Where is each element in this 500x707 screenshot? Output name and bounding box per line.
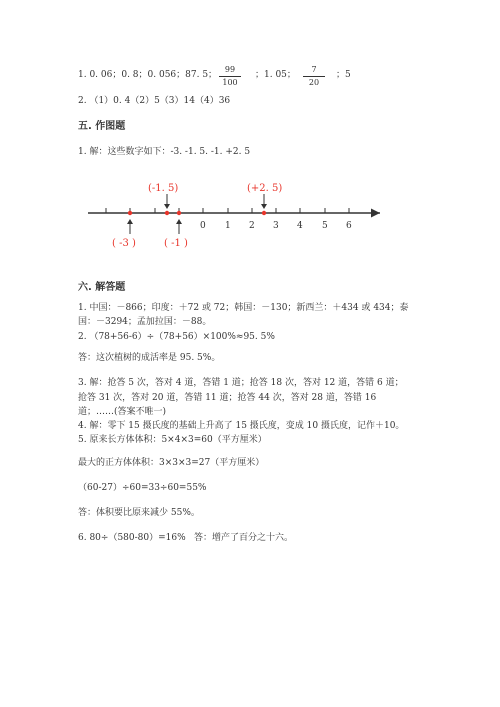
point-plus-2-5 [262, 211, 266, 215]
answer-line-2: 2. （1）0. 4（2）5（3）14（4）36 [78, 96, 231, 106]
q2-answer: 答：这次植树的成活率是 95. 5%。 [78, 353, 221, 363]
q5-line-b: 最大的正方体体积：3×3×3=27（平方厘米） [78, 458, 265, 468]
tick-label-1: 1 [225, 221, 231, 231]
fraction-denominator: 100 [222, 78, 238, 87]
q6-line: 6. 80÷（580-80）=16% [78, 533, 186, 543]
answer-line-1c: ；5 [336, 70, 351, 80]
q3-line-c: 道；……(答案不唯一) [78, 407, 167, 417]
section-title-6: 六. 解答题 [78, 282, 126, 293]
label-plus-2-5: (+2. 5) [247, 183, 283, 194]
q6-answer: 答：增产了百分之十六。 [194, 533, 294, 543]
fraction-denominator: 20 [308, 78, 320, 87]
q3-line-b: 抢答 31 次，答对 20 道，答错 11 道；抢答 44 次，答对 28 道，答错 16 [78, 393, 377, 403]
label-minus-3: ( -3 ) [112, 238, 136, 249]
section5-line-1: 1. 解：这些数字如下：-3. -1. 5. -1. +2. 5 [78, 147, 251, 157]
tick-label-2: 2 [249, 221, 255, 231]
q2-line: 2. （78+56-6）÷（78+56）×100%≈95. 5% [78, 332, 275, 342]
tick-label-6: 6 [346, 221, 352, 231]
tick-label-0: 0 [200, 221, 206, 231]
label-minus-1-5: (-1. 5) [148, 183, 179, 194]
section-title-5: 五. 作图题 [78, 121, 126, 132]
fraction-numerator: 7 [311, 65, 317, 74]
tick-label-3: 3 [273, 221, 279, 231]
q5-line-c: （60-27）÷60=33÷60=55% [78, 483, 207, 493]
answer-line-1b: ；1. 05； [255, 70, 296, 80]
tick-label-4: 4 [297, 221, 303, 231]
label-minus-1: ( -1 ) [164, 238, 188, 249]
q3-line-a: 3. 解：抢答 5 次，答对 4 道，答错 1 道；抢答 18 次，答对 12 道，答错 6 道； [78, 378, 404, 388]
q1-line-b: 国：－3294；孟加拉国：－88。 [78, 317, 212, 327]
fraction-numerator: 99 [224, 65, 236, 74]
q1-line-a: 1. 中国：－866；印度：＋72 或 72；韩国：－130；新西兰：＋434 或 434；泰 [78, 303, 409, 313]
q5-line: 5. 原来长方体体积：5×4×3=60（平方厘米） [78, 435, 267, 445]
answer-line-1a: 1. 0. 06；0. 8；0. 056；87. 5； [78, 70, 218, 80]
point-minus-1-5 [165, 211, 169, 215]
point-minus-1 [177, 211, 181, 215]
point-minus-3 [128, 211, 132, 215]
tick-label-5: 5 [322, 221, 328, 231]
q4-line: 4. 解：零下 15 摄氏度的基础上升高了 15 摄氏度，变成 10 摄氏度，记作＋10。 [78, 421, 405, 431]
q5-answer: 答：体积要比原来减少 55%。 [78, 508, 200, 518]
